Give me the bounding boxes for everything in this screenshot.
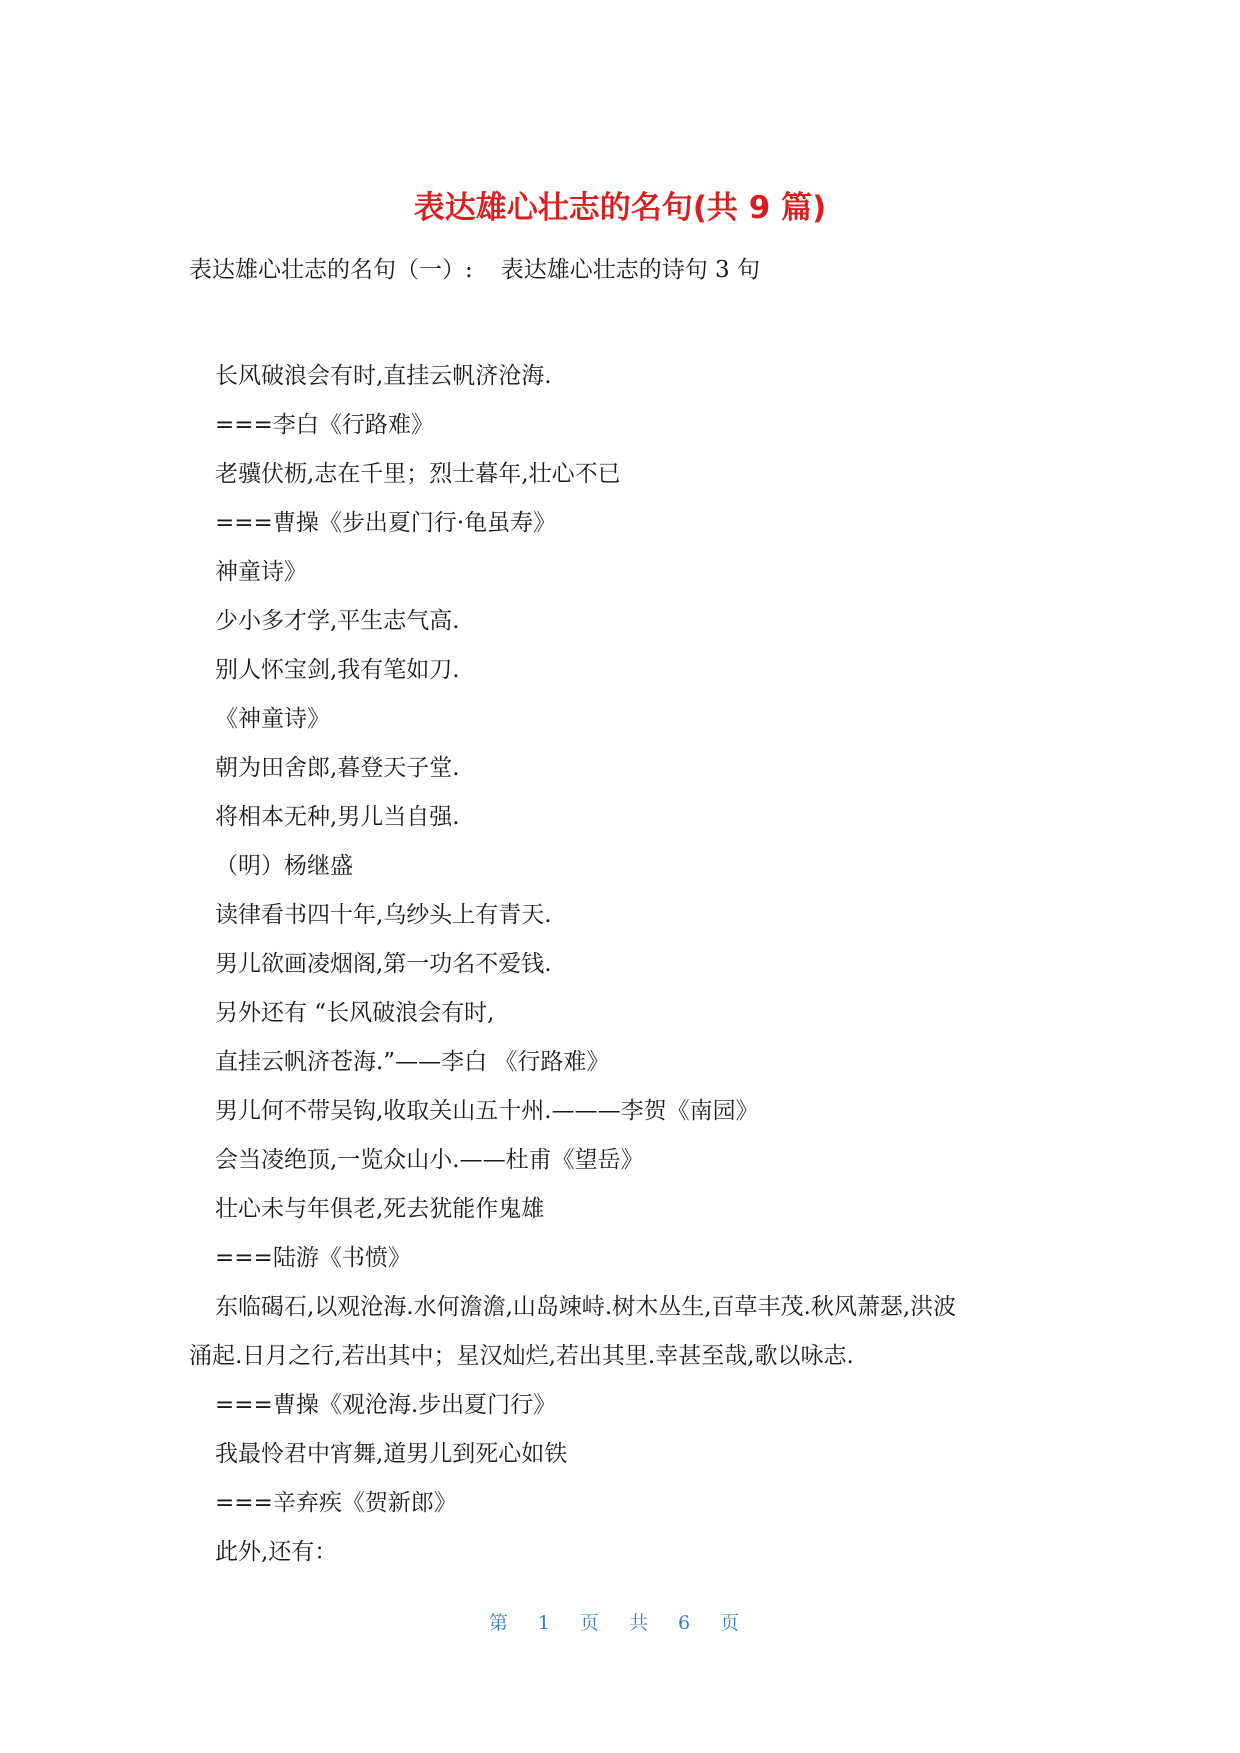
text-line: 神童诗》	[215, 559, 307, 585]
document-title: 表达雄心壮志的名句(共 9 篇)	[413, 190, 827, 226]
text-line: （明）杨继盛	[215, 853, 353, 879]
text-line: ===曹操《步出夏门行·龟虽寿》	[215, 510, 557, 536]
text-line: ===辛弃疾《贺新郎》	[215, 1490, 457, 1516]
subtitle-left: 表达雄心壮志的名句（一）:	[189, 257, 473, 283]
paragraph-line-2: 涌起.日月之行,若出其中；星汉灿烂,若出其里.幸甚至哉,歌以咏志.	[189, 1343, 854, 1369]
document-body	[189, 352, 1059, 1577]
text-line: ===李白《行路难》	[215, 412, 434, 438]
text-line: ===曹操《观沧海.步出夏门行》	[215, 1392, 557, 1418]
poem-paragraph	[189, 1283, 1059, 1381]
text-line: 读律看书四十年,乌纱头上有青天.	[215, 902, 552, 928]
text-line: 长风破浪会有时,直挂云帆济沧海.	[215, 363, 552, 389]
page-footer: 第 1 页 共 6 页	[488, 1612, 752, 1634]
subtitle-right: 表达雄心壮志的诗句 3 句	[500, 257, 761, 283]
text-line: 会当凌绝顶,一览众山小.——杜甫《望岳》	[215, 1147, 644, 1173]
text-line: 此外,还有：	[215, 1539, 338, 1565]
text-line: 男儿欲画凌烟阁,第一功名不爱钱.	[215, 951, 552, 977]
text-line: 我最怜君中宵舞,道男儿到死心如铁	[215, 1441, 568, 1467]
text-line: 另外还有 “长风破浪会有时,	[215, 1000, 495, 1026]
text-line: 别人怀宝剑,我有笔如刀.	[215, 657, 460, 683]
text-line: 少小多才学,平生志气高.	[215, 608, 460, 634]
document-subtitle	[189, 254, 760, 286]
text-line: 老骥伏枥,志在千里；烈士暮年,壮心不已	[215, 461, 621, 487]
paragraph-line-1: 东临碣石,以观沧海.水何澹澹,山岛竦峙.树木丛生,百草丰茂.秋风萧瑟,洪波	[215, 1294, 957, 1320]
text-line: 《神童诗》	[215, 706, 330, 732]
text-line: ===陆游《书愤》	[215, 1245, 411, 1271]
text-line: 将相本无种,男儿当自强.	[215, 804, 460, 830]
text-line: 男儿何不带吴钩,收取关山五十州.———李贺《南园》	[215, 1098, 759, 1124]
text-line: 壮心未与年俱老,死去犹能作鬼雄	[215, 1196, 545, 1222]
text-line: 直挂云帆济苍海.”——李白 《行路难》	[215, 1049, 610, 1075]
text-line: 朝为田舍郎,暮登天子堂.	[215, 755, 460, 781]
